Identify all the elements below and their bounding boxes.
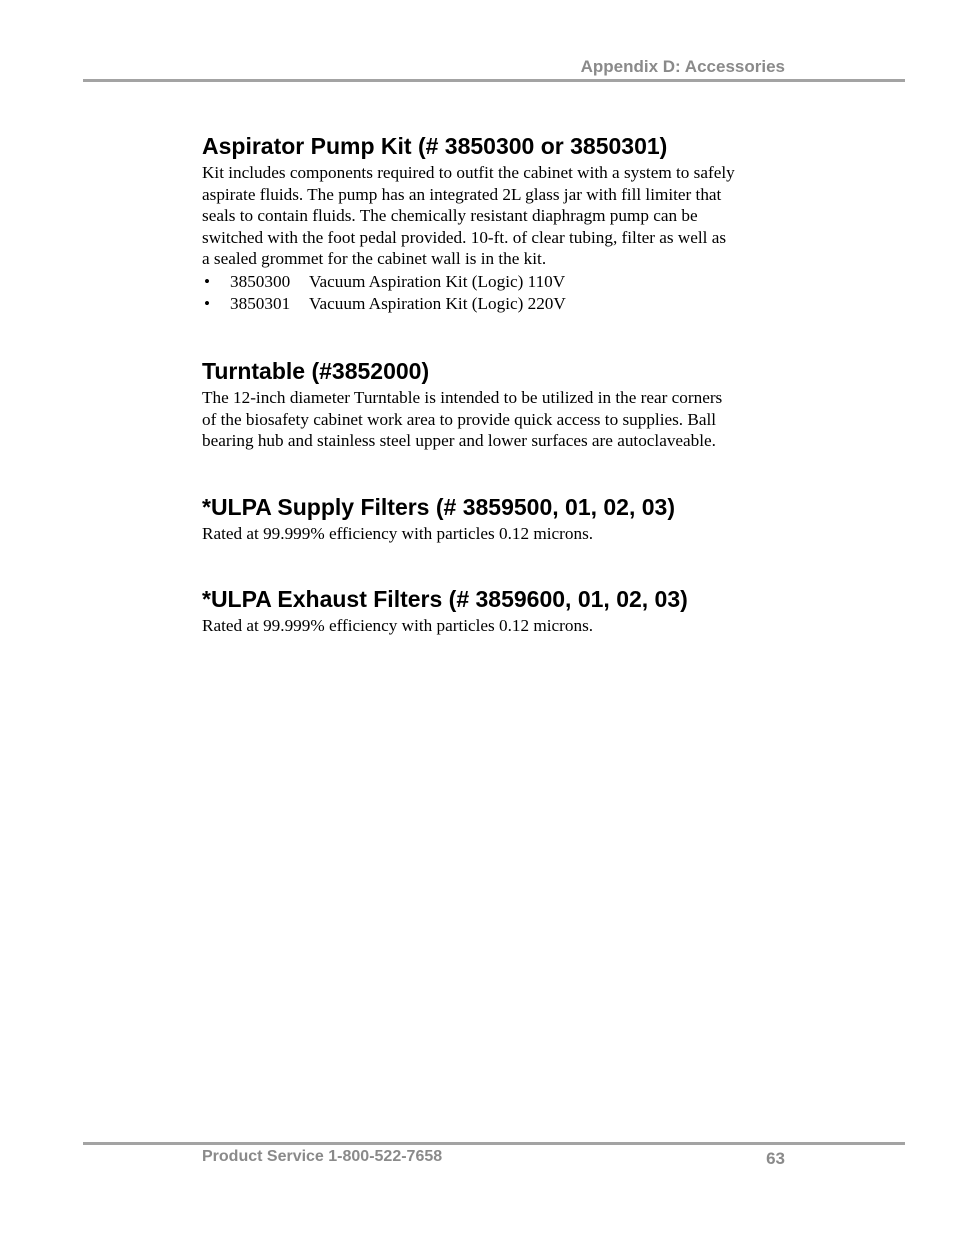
page-header-title: Appendix D: Accessories — [580, 57, 785, 76]
page-number: 63 — [766, 1149, 785, 1168]
section-body — [202, 615, 802, 637]
part-description: Vacuum Aspiration Kit (Logic) 110V — [309, 271, 566, 291]
header-rule — [83, 79, 905, 82]
bullet-icon: • — [203, 294, 211, 314]
page-content — [202, 130, 802, 637]
part-description: Vacuum Aspiration Kit (Logic) 220V — [309, 294, 566, 314]
kit-item-list — [202, 271, 802, 316]
section-heading: *ULPA Exhaust Filters (# 3859600, 01, 02, 03) — [202, 586, 688, 613]
part-number: 3850301 — [230, 294, 291, 314]
body-line: seals to contain fluids. The chemically resistant diaphragm pump can be — [202, 206, 698, 226]
body-line: Rated at 99.999% efficiency with particles 0.12 microns. — [202, 523, 594, 543]
body-line: a sealed grommet for the cabinet wall is in the kit. — [202, 249, 547, 269]
body-line: Rated at 99.999% efficiency with particles 0.12 microns. — [202, 616, 594, 636]
section-ulpa-exhaust-filters — [202, 583, 802, 637]
list-item — [203, 293, 802, 316]
section-heading: Turntable (#3852000) — [202, 357, 430, 384]
body-line: switched with the foot pedal provided. 10-ft. of clear tubing, filter as well as — [202, 227, 727, 247]
section-heading: Aspirator Pump Kit (# 3850300 or 3850301) — [202, 133, 668, 159]
section-turntable — [202, 355, 802, 452]
section-body — [202, 523, 802, 545]
body-line: Kit includes components required to outfit the cabinet with a system to safely — [202, 163, 735, 182]
body-line: bearing hub and stainless steel upper and lower surfaces are autoclaveable. — [202, 431, 716, 451]
section-body — [202, 162, 802, 270]
list-item — [203, 271, 802, 294]
section-body — [202, 387, 802, 452]
section-aspirator-pump-kit — [202, 130, 802, 316]
footer-rule — [83, 1142, 905, 1145]
body-line: of the biosafety cabinet work area to provide quick access to supplies. Ball — [202, 409, 717, 429]
body-line: aspirate fluids. The pump has an integrated 2L glass jar with fill limiter that — [202, 184, 722, 204]
part-number: 3850300 — [230, 271, 291, 291]
footer-service-text: Product Service 1-800-522-7658 — [202, 1148, 443, 1165]
body-line: The 12-inch diameter Turntable is intended to be utilized in the rear corners — [202, 387, 723, 407]
bullet-icon: • — [203, 271, 211, 291]
section-heading: *ULPA Supply Filters (# 3859500, 01, 02, 03) — [202, 493, 675, 520]
section-ulpa-supply-filters — [202, 491, 802, 545]
